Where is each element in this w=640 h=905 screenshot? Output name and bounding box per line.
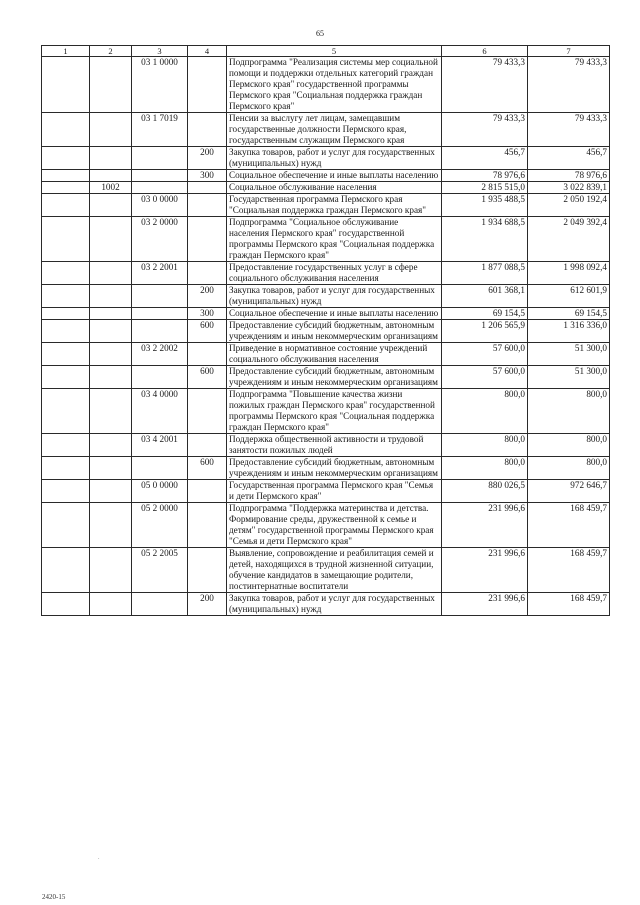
cell-name: Социальное обеспечение и иные выплаты населению (227, 170, 442, 182)
cell-expense-type: 200 (188, 147, 227, 170)
cell-target-code: 03 1 7019 (132, 113, 188, 147)
cell-amount-year-1: 800,0 (442, 434, 528, 457)
cell-section (90, 194, 132, 217)
cell-target-code: 03 1 0000 (132, 57, 188, 113)
cell-target-code (132, 182, 188, 194)
cell-section: 1002 (90, 182, 132, 194)
cell-amount-year-1: 601 368,1 (442, 285, 528, 308)
cell-name: Предоставление субсидий бюджетным, автономным учреждениям и иным некоммерческим организациям (227, 366, 442, 389)
header-col-4: 4 (188, 46, 227, 57)
cell-amount-year-2: 2 050 192,4 (528, 194, 610, 217)
table-row (42, 593, 610, 616)
cell-target-code: 03 4 0000 (132, 389, 188, 434)
table-row (42, 548, 610, 593)
cell-target-code: 03 4 2001 (132, 434, 188, 457)
cell-name: Предоставление государственных услуг в сфере социального обслуживания населения (227, 262, 442, 285)
cell-name: Пенсии за выслугу лет лицам, замещавшим государственные должности Пермского края, государственным служащим Пермского края (227, 113, 442, 147)
cell-amount-year-2: 456,7 (528, 147, 610, 170)
cell-name: Выявление, сопровождение и реабилитация семей и детей, находящихся в трудной жизненной ситуации, обучение кандидатов в замещающие родители, постинтернатные воспитатели (227, 548, 442, 593)
table-row (42, 308, 610, 320)
cell-expense-type (188, 503, 227, 548)
table-row (42, 217, 610, 262)
cell-target-code (132, 170, 188, 182)
cell-expense-type: 600 (188, 366, 227, 389)
table-row (42, 366, 610, 389)
cell-col-1 (42, 262, 90, 285)
cell-target-code: 03 0 0000 (132, 194, 188, 217)
table-row (42, 285, 610, 308)
cell-section (90, 343, 132, 366)
cell-target-code: 03 2 2002 (132, 343, 188, 366)
cell-expense-type (188, 57, 227, 113)
table-row (42, 389, 610, 434)
cell-col-1 (42, 343, 90, 366)
cell-target-code: 03 2 0000 (132, 217, 188, 262)
cell-amount-year-2: 1 316 336,0 (528, 320, 610, 343)
cell-name: Подпрограмма "Повышение качества жизни пожилых граждан Пермского края" государственной программы Пермского края "Социальная поддержка граждан Пермского края" (227, 389, 442, 434)
cell-target-code: 05 0 0000 (132, 480, 188, 503)
header-col-1: 1 (42, 46, 90, 57)
cell-target-code (132, 366, 188, 389)
cell-name: Подпрограмма "Реализация системы мер социальной помощи и поддержки отдельных категорий граждан Пермского края" государственной программы Пермского края "Социальная поддержка граждан Пермского края" (227, 57, 442, 113)
cell-amount-year-2: 79 433,3 (528, 113, 610, 147)
cell-section (90, 57, 132, 113)
cell-amount-year-1: 2 815 515,0 (442, 182, 528, 194)
cell-section (90, 262, 132, 285)
cell-amount-year-1: 231 996,6 (442, 548, 528, 593)
cell-col-1 (42, 457, 90, 480)
table-row (42, 262, 610, 285)
cell-amount-year-2: 800,0 (528, 434, 610, 457)
cell-expense-type (188, 182, 227, 194)
cell-col-1 (42, 194, 90, 217)
table-row (42, 182, 610, 194)
cell-section (90, 548, 132, 593)
cell-name: Подпрограмма "Социальное обслуживание населения Пермского края" государственной программы Пермского края "Социальная поддержка граждан Пермского края" (227, 217, 442, 262)
cell-name: Закупка товаров, работ и услуг для государственных (муниципальных) нужд (227, 285, 442, 308)
cell-col-1 (42, 57, 90, 113)
cell-target-code (132, 308, 188, 320)
cell-expense-type: 300 (188, 170, 227, 182)
cell-expense-type (188, 480, 227, 503)
cell-col-1 (42, 389, 90, 434)
cell-amount-year-2: 612 601,9 (528, 285, 610, 308)
cell-expense-type (188, 434, 227, 457)
cell-amount-year-1: 79 433,3 (442, 57, 528, 113)
cell-section (90, 457, 132, 480)
cell-expense-type (188, 548, 227, 593)
cell-name: Поддержка общественной активности и трудовой занятости пожилых людей (227, 434, 442, 457)
header-row (42, 46, 610, 57)
cell-section (90, 285, 132, 308)
cell-amount-year-2: 2 049 392,4 (528, 217, 610, 262)
cell-col-1 (42, 308, 90, 320)
cell-name: Государственная программа Пермского края "Социальная поддержка граждан Пермского края" (227, 194, 442, 217)
cell-expense-type: 600 (188, 457, 227, 480)
cell-expense-type: 200 (188, 285, 227, 308)
footer-id: 2420-15 (42, 893, 66, 901)
cell-target-code (132, 147, 188, 170)
cell-amount-year-1: 231 996,6 (442, 503, 528, 548)
cell-name: Закупка товаров, работ и услуг для государственных (муниципальных) нужд (227, 593, 442, 616)
cell-section (90, 147, 132, 170)
table-row (42, 320, 610, 343)
cell-section (90, 389, 132, 434)
cell-section (90, 593, 132, 616)
cell-section (90, 320, 132, 343)
cell-expense-type (188, 217, 227, 262)
cell-amount-year-2: 800,0 (528, 457, 610, 480)
cell-expense-type (188, 262, 227, 285)
cell-amount-year-1: 79 433,3 (442, 113, 528, 147)
table-row (42, 457, 610, 480)
cell-section (90, 434, 132, 457)
cell-amount-year-2: 168 459,7 (528, 548, 610, 593)
cell-name: Закупка товаров, работ и услуг для государственных (муниципальных) нужд (227, 147, 442, 170)
cell-target-code (132, 593, 188, 616)
header-col-7: 7 (528, 46, 610, 57)
cell-name: Предоставление субсидий бюджетным, автономным учреждениям и иным некоммерческим организациям (227, 457, 442, 480)
cell-target-code (132, 457, 188, 480)
cell-col-1 (42, 503, 90, 548)
cell-section (90, 366, 132, 389)
cell-col-1 (42, 147, 90, 170)
cell-name: Подпрограмма "Поддержка материнства и детства. Формирование среды, дружественной к семье и детям" государственной программы Пермского края "Семья и дети Пермского края" (227, 503, 442, 548)
cell-expense-type (188, 113, 227, 147)
cell-amount-year-2: 51 300,0 (528, 366, 610, 389)
cell-section (90, 308, 132, 320)
cell-amount-year-2: 168 459,7 (528, 503, 610, 548)
cell-expense-type (188, 194, 227, 217)
cell-target-code: 05 2 2005 (132, 548, 188, 593)
cell-col-1 (42, 548, 90, 593)
cell-amount-year-1: 880 026,5 (442, 480, 528, 503)
cell-section (90, 170, 132, 182)
cell-amount-year-1: 231 996,6 (442, 593, 528, 616)
header-col-6: 6 (442, 46, 528, 57)
page-number: 65 (316, 29, 324, 38)
cell-amount-year-2: 69 154,5 (528, 308, 610, 320)
cell-expense-type (188, 389, 227, 434)
header-col-2: 2 (90, 46, 132, 57)
cell-amount-year-2: 1 998 092,4 (528, 262, 610, 285)
cell-section (90, 113, 132, 147)
table-row (42, 194, 610, 217)
margin-mark: . (98, 855, 100, 861)
cell-target-code (132, 320, 188, 343)
cell-col-1 (42, 366, 90, 389)
cell-target-code (132, 285, 188, 308)
cell-amount-year-2: 3 022 839,1 (528, 182, 610, 194)
cell-amount-year-1: 800,0 (442, 457, 528, 480)
table-row (42, 170, 610, 182)
table-row (42, 343, 610, 366)
cell-col-1 (42, 480, 90, 503)
cell-name: Предоставление субсидий бюджетным, автономным учреждениям и иным некоммерческим организациям (227, 320, 442, 343)
cell-amount-year-2: 78 976,6 (528, 170, 610, 182)
cell-section (90, 503, 132, 548)
cell-col-1 (42, 113, 90, 147)
cell-amount-year-1: 57 600,0 (442, 343, 528, 366)
cell-amount-year-1: 1 935 488,5 (442, 194, 528, 217)
cell-col-1 (42, 285, 90, 308)
cell-amount-year-2: 51 300,0 (528, 343, 610, 366)
table-row (42, 57, 610, 113)
cell-col-1 (42, 170, 90, 182)
cell-target-code: 05 2 0000 (132, 503, 188, 548)
cell-name: Социальное обеспечение и иные выплаты населению (227, 308, 442, 320)
cell-col-1 (42, 217, 90, 262)
cell-section (90, 217, 132, 262)
budget-table (41, 45, 610, 616)
cell-col-1 (42, 182, 90, 194)
cell-amount-year-1: 1 934 688,5 (442, 217, 528, 262)
cell-amount-year-2: 168 459,7 (528, 593, 610, 616)
table-row (42, 434, 610, 457)
cell-section (90, 480, 132, 503)
cell-amount-year-1: 1 877 088,5 (442, 262, 528, 285)
cell-amount-year-1: 69 154,5 (442, 308, 528, 320)
table-row (42, 113, 610, 147)
cell-col-1 (42, 593, 90, 616)
cell-name: Государственная программа Пермского края "Семья и дети Пермского края" (227, 480, 442, 503)
header-col-3: 3 (132, 46, 188, 57)
cell-name: Социальное обслуживание населения (227, 182, 442, 194)
cell-amount-year-1: 1 206 565,9 (442, 320, 528, 343)
cell-amount-year-1: 456,7 (442, 147, 528, 170)
cell-expense-type: 200 (188, 593, 227, 616)
cell-expense-type (188, 343, 227, 366)
cell-target-code: 03 2 2001 (132, 262, 188, 285)
cell-amount-year-2: 800,0 (528, 389, 610, 434)
cell-col-1 (42, 434, 90, 457)
cell-expense-type: 300 (188, 308, 227, 320)
cell-amount-year-2: 972 646,7 (528, 480, 610, 503)
header-col-5: 5 (227, 46, 442, 57)
cell-col-1 (42, 320, 90, 343)
cell-amount-year-1: 800,0 (442, 389, 528, 434)
table-row (42, 480, 610, 503)
cell-amount-year-1: 78 976,6 (442, 170, 528, 182)
cell-amount-year-2: 79 433,3 (528, 57, 610, 113)
table-row (42, 503, 610, 548)
cell-amount-year-1: 57 600,0 (442, 366, 528, 389)
cell-name: Приведение в нормативное состояние учреждений социального обслуживания населения (227, 343, 442, 366)
table-row (42, 147, 610, 170)
cell-expense-type: 600 (188, 320, 227, 343)
